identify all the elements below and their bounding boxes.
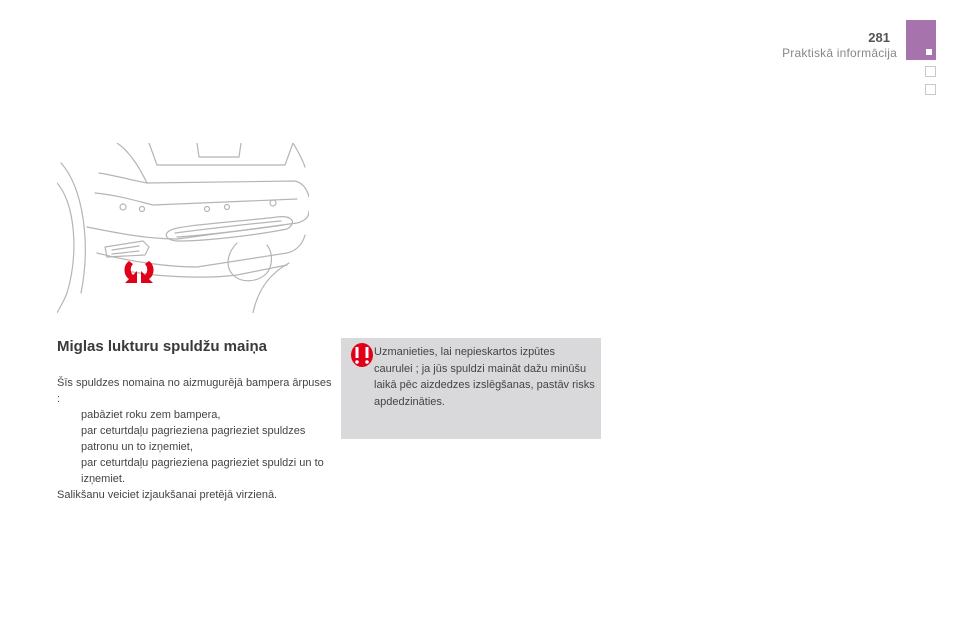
- page-number: 281: [868, 30, 890, 45]
- warning-exclamation-icon: [350, 342, 374, 370]
- outro-text: Salikšanu veiciet izjaukšanai pretējā virzienā.: [57, 489, 278, 501]
- warning-box: [341, 338, 601, 439]
- instructions: [57, 375, 337, 503]
- step-item: [57, 455, 337, 487]
- step-item: [57, 423, 337, 455]
- step-text: pabāziet roku zem bampera,: [81, 409, 221, 421]
- chapter-tab[interactable]: [925, 84, 936, 95]
- warning-text: Uzmanieties, lai nepieskartos izpūtes caurulei ; ja jūs spuldzi maināt dažu minūšu laikā pēc aizdedzes izslēgšanas, pastāv risks apdedzināties.: [374, 346, 595, 408]
- rear-bumper-illustration: [57, 143, 309, 313]
- step-item: [57, 407, 337, 423]
- step-text: par ceturtdaļu pagrieziena pagrieziet spuldzi un to izņemiet.: [81, 457, 324, 485]
- section-heading: Miglas lukturu spuldžu maiņa: [57, 338, 268, 355]
- chapter-tab[interactable]: [925, 66, 936, 77]
- intro-text: Šīs spuldzes nomaina no aizmugurējā bampera ārpuses :: [57, 377, 332, 405]
- section-title: Praktiskā informācija: [782, 46, 897, 60]
- chapter-tab-marker: [926, 49, 932, 55]
- chapter-tab-active[interactable]: [906, 20, 936, 60]
- step-text: par ceturtdaļu pagrieziena pagrieziet spuldzes patronu un to izņemiet,: [81, 425, 306, 453]
